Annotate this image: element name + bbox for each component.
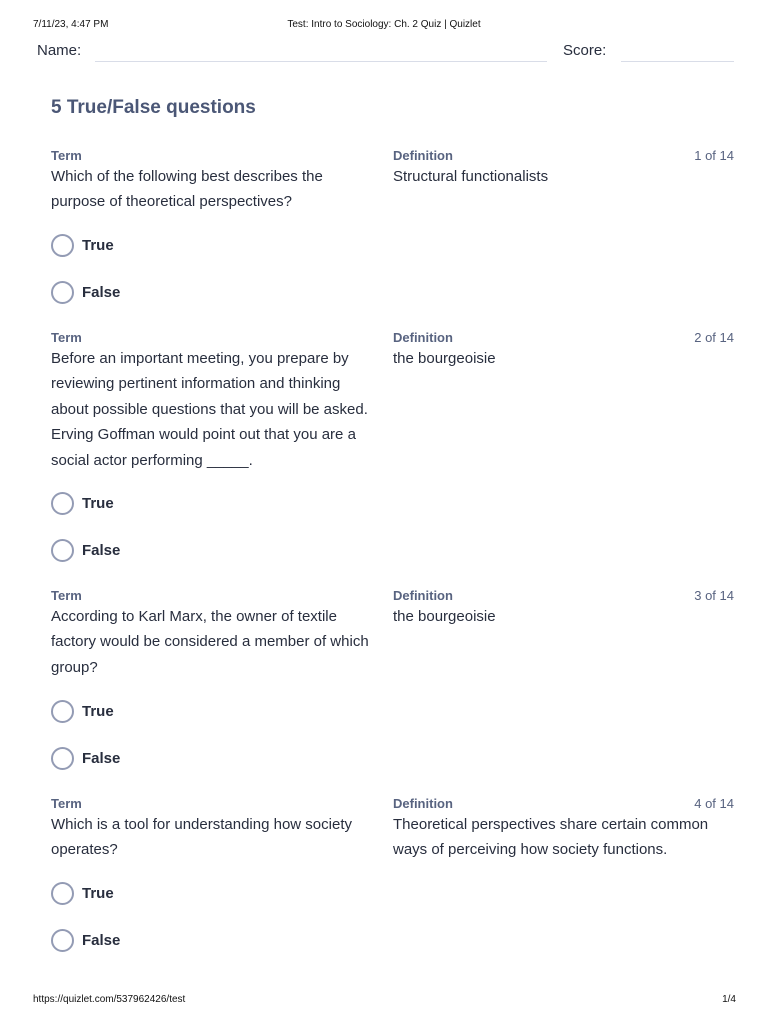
definition-label: Definition xyxy=(393,330,453,345)
print-page-number: 1/4 xyxy=(722,994,736,1005)
definition-text: the bourgeoisie xyxy=(393,350,496,367)
false-label: False xyxy=(82,542,121,559)
term-text: Which of the following best describes the purpose of theoretical perspectives? xyxy=(51,168,323,211)
radio-button[interactable] xyxy=(51,747,74,770)
term-label: Term xyxy=(51,588,82,603)
term-text: Which is a tool for understanding how society operates? xyxy=(51,816,352,859)
false-label: False xyxy=(82,284,121,301)
term-label: Term xyxy=(51,796,82,811)
false-label: False xyxy=(82,932,121,949)
false-label: False xyxy=(82,750,121,767)
question-card xyxy=(0,796,768,956)
radio-button[interactable] xyxy=(51,929,74,952)
name-label: Name: xyxy=(37,42,82,59)
radio-button[interactable] xyxy=(51,539,74,562)
section-title: 5 True/False questions xyxy=(51,97,256,118)
definition-text: Structural functionalists xyxy=(393,168,549,185)
radio-button[interactable] xyxy=(51,234,74,257)
true-label: True xyxy=(82,703,114,720)
name-field[interactable] xyxy=(95,61,547,62)
term-label: Term xyxy=(51,148,82,163)
question-counter: 3 of 14 xyxy=(694,588,734,603)
radio-button[interactable] xyxy=(51,882,74,905)
definition-label: Definition xyxy=(393,796,453,811)
true-label: True xyxy=(82,495,114,512)
print-date: 7/11/23, 4:47 PM xyxy=(33,19,109,30)
term-text: According to Karl Marx, the owner of textile factory would be considered a member of which group? xyxy=(51,608,369,676)
term-text: Before an important meeting, you prepare by reviewing pertinent information and thinking about possible questions that you will be asked. Erving Goffman would point out that you are a social actor performing _____. xyxy=(51,350,368,469)
score-label: Score: xyxy=(563,42,607,59)
question-card xyxy=(0,148,768,308)
print-page-title: Test: Intro to Sociology: Ch. 2 Quiz | Quizlet xyxy=(287,19,481,30)
print-url: https://quizlet.com/537962426/test xyxy=(33,994,186,1005)
definition-label: Definition xyxy=(393,588,453,603)
radio-button[interactable] xyxy=(51,281,74,304)
question-card xyxy=(0,588,768,773)
true-label: True xyxy=(82,237,114,254)
radio-button[interactable] xyxy=(51,700,74,723)
radio-button[interactable] xyxy=(51,492,74,515)
question-counter: 2 of 14 xyxy=(694,330,734,345)
question-counter: 1 of 14 xyxy=(694,148,734,163)
term-label: Term xyxy=(51,330,82,345)
score-field[interactable] xyxy=(621,61,734,62)
question-counter: 4 of 14 xyxy=(694,796,734,811)
definition-label: Definition xyxy=(393,148,453,163)
definition-text: Theoretical perspectives share certain common ways of perceiving how society functions. xyxy=(393,816,709,859)
true-label: True xyxy=(82,885,114,902)
question-card xyxy=(0,330,768,566)
definition-text: the bourgeoisie xyxy=(393,608,496,625)
